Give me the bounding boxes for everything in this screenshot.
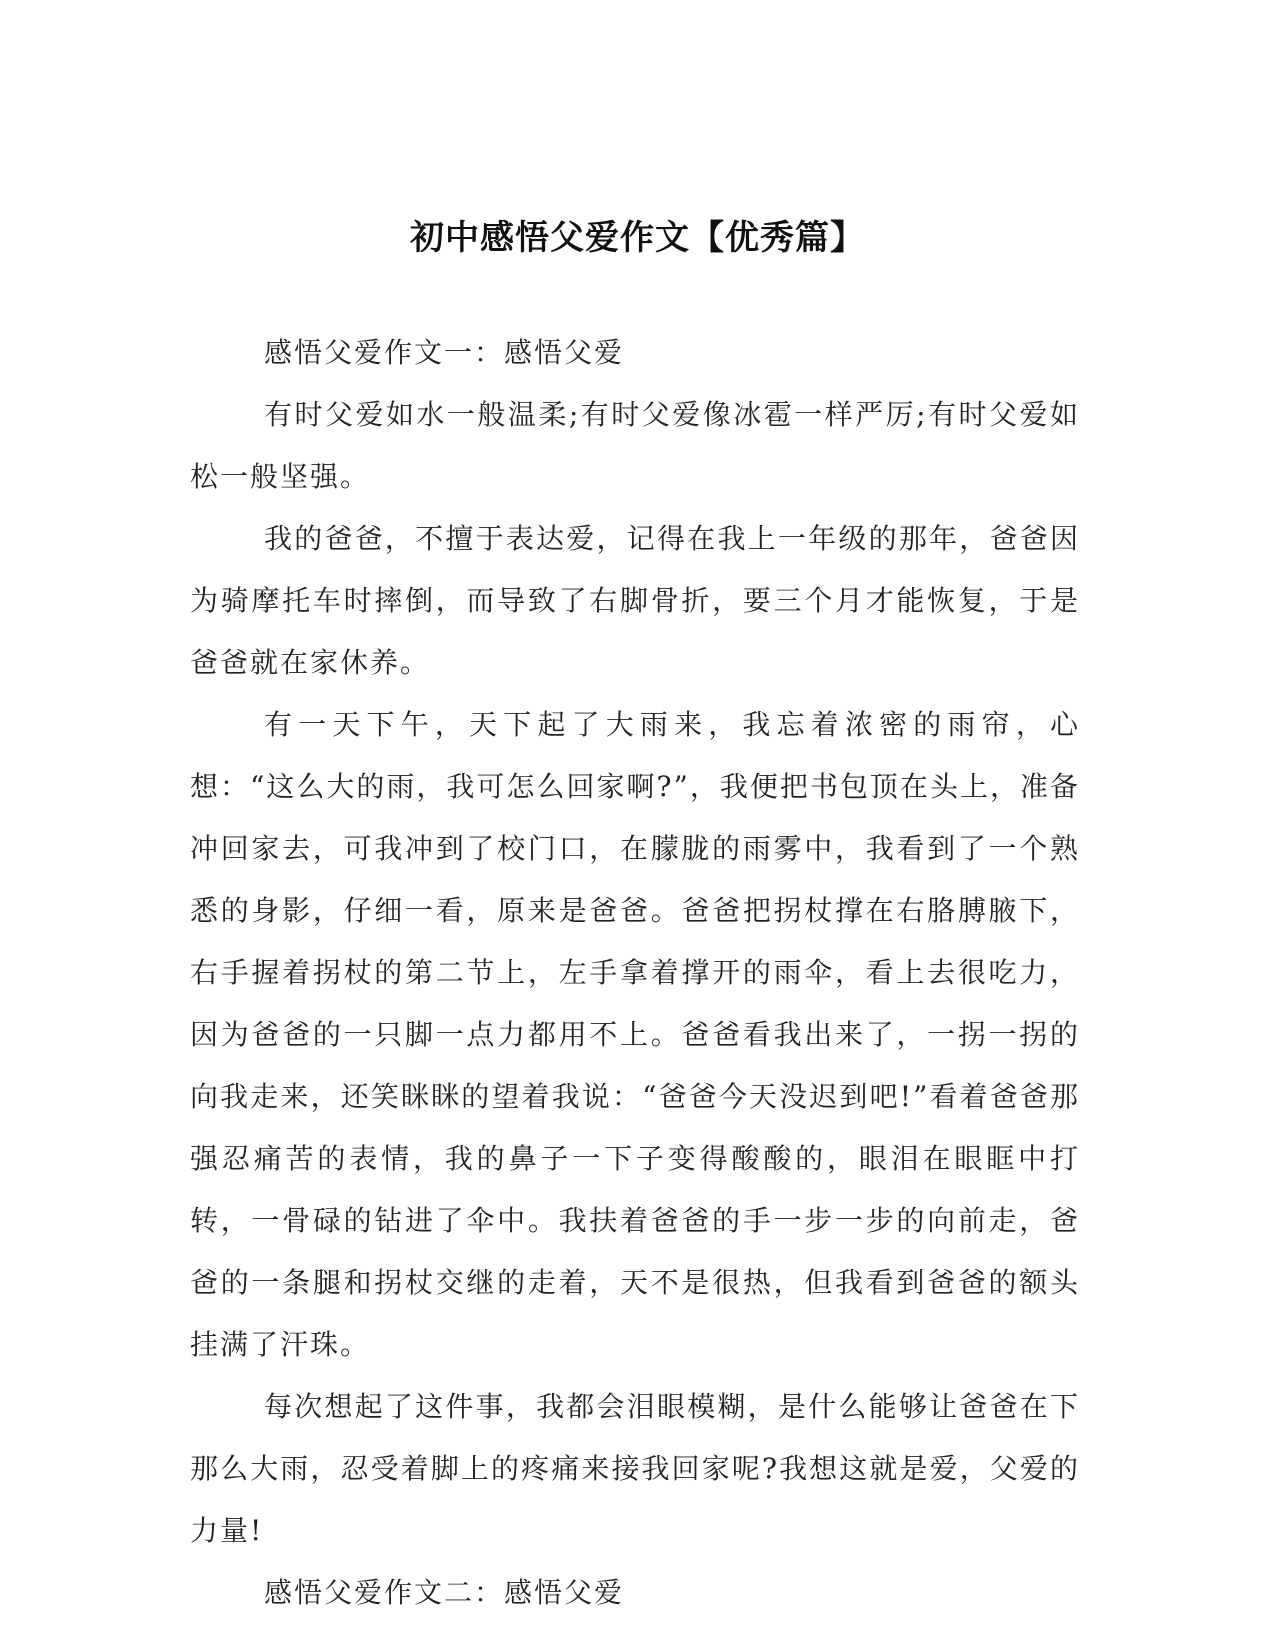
document-title: 初中感悟父爱作文【优秀篇】 — [410, 218, 865, 258]
section-heading-1: 感悟父爱作文一：感悟父爱 — [264, 336, 625, 369]
paragraph: 我的爸爸，不擅于表达爱，记得在我上一年级的那年，爸爸因为骑摩托车时摔倒，而导致了右脚骨折，要三个月才能恢复，于是爸爸就在家休养。 — [190, 522, 1080, 679]
paragraph: 每次想起了这件事，我都会泪眼模糊，是什么能够让爸爸在下那么大雨，忍受着脚上的疼痛来接我回家呢?我想这就是爱，父爱的力量! — [190, 1390, 1080, 1547]
paragraph: 有一天下午，天下起了大雨来，我忘着浓密的雨帘，心想：“这么大的雨，我可怎么回家啊?”，我便把书包顶在头上，准备冲回家去，可我冲到了校门口，在朦胧的雨雾中，我看到了一个熟悉的身影，仔细一看，原来是爸爸。爸爸把拐杖撑在右胳膊腋下，右手握着拐杖的第二节上，左手拿着撑开的雨伞，看上去很吃力，因为爸爸的一只脚一点力都用不上。爸爸看我出来了，一拐一拐的向我走来，还笑眯眯的望着我说：“爸爸今天没迟到吧!”看着爸爸那强忍痛苦的表情，我的鼻子一下子变得酸酸的，眼泪在眼眶中打转，一骨碌的钻进了伞中。我扶着爸爸的手一步一步的向前走，爸爸的一条腿和拐杖交继的走着，天不是很热，但我看到爸爸的额头挂满了汗珠。 — [190, 708, 1080, 1361]
paragraph: 有时父爱如水一般温柔;有时父爱像冰雹一样严厉;有时父爱如松一般坚强。 — [190, 398, 1080, 493]
section-heading-2: 感悟父爱作文二：感悟父爱 — [264, 1576, 625, 1609]
document-body — [190, 322, 1080, 1624]
